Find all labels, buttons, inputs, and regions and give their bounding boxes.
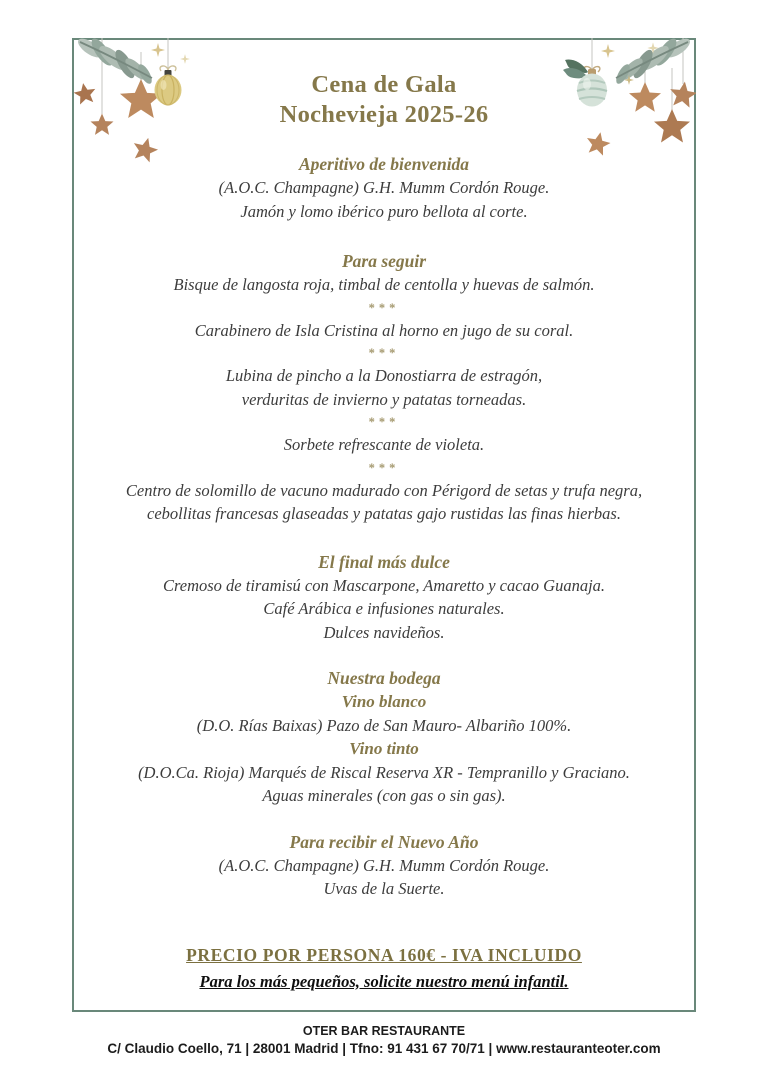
menu-item: cebollitas francesas glaseadas y patatas gajo rustidas las finas hierbas. <box>147 504 621 523</box>
price-note: PRECIO POR PERSONA 160€ - IVA INCLUIDO <box>186 944 582 965</box>
menu-item: (A.O.C. Champagne) G.H. Mumm Cordón Rouge. <box>218 855 550 875</box>
menu-title <box>74 70 694 130</box>
section-heading: Para recibir el Nuevo Año <box>289 831 479 852</box>
section-postres <box>74 550 694 645</box>
section-heading: Para seguir <box>341 251 427 271</box>
menu-item: (D.O. Rías Baixas) Pazo de San Mauro- Albariño 100%. <box>196 715 572 735</box>
section-heading: El final más dulce <box>318 551 450 572</box>
menu-item: Bisque de langosta roja, timbal de centolla y huevas de salmón. <box>173 275 595 294</box>
restaurant-footer <box>0 1022 768 1058</box>
subsection-vino-blanco: Vino blanco <box>341 692 427 711</box>
menu-item: Aguas minerales (con gas o sin gas). <box>262 786 506 805</box>
menu-item: (A.O.C. Champagne) G.H. Mumm Cordón Rouge. <box>218 178 550 197</box>
menu-item: (D.O.Ca. Rioja) Marqués de Riscal Reserva XR - Tempranillo y Graciano. <box>138 762 630 782</box>
menu-item: Dulces navideños. <box>323 622 445 642</box>
restaurant-contact: C/ Claudio Coello, 71 | 28001 Madrid | Tfno: 91 431 67 70/71 | www.restauranteoter.com <box>107 1041 661 1056</box>
section-para-seguir <box>74 249 694 526</box>
menu-item: Lubina de pincho a la Donostiarra de estragón, <box>225 366 543 385</box>
subsection-vino-tinto: Vino tinto <box>349 739 419 758</box>
menu-item: Centro de solomillo de vacuno madurado con Périgord de setas y trufa negra, <box>125 480 643 500</box>
restaurant-name: OTER BAR RESTAURANTE <box>302 1024 466 1038</box>
menu-item: Cremoso de tiramisú con Mascarpone, Amaretto y cacao Guanaja. <box>162 575 606 595</box>
menu-item: Carabinero de Isla Cristina al horno en jugo de su coral. <box>194 320 574 340</box>
separator-asterisks: *** <box>368 346 400 360</box>
section-aperitivo <box>74 152 694 223</box>
separator-asterisks: *** <box>368 300 400 315</box>
separator-asterisks: *** <box>368 460 400 475</box>
title-line-1: Cena de Gala <box>311 71 457 98</box>
separator-asterisks: *** <box>368 415 400 429</box>
kids-menu-note: Para los más pequeños, solicite nuestro menú infantil. <box>199 971 569 991</box>
section-nuevo-ano <box>74 830 694 901</box>
menu-item: verduritas de invierno y patatas torneadas. <box>241 389 527 409</box>
section-heading: Nuestra bodega <box>327 668 441 688</box>
section-bodega <box>74 666 694 808</box>
menu-item: Sorbete refrescante de violeta. <box>283 435 485 454</box>
section-heading: Aperitivo de bienvenida <box>298 154 470 174</box>
menu-item: Jamón y lomo ibérico puro bellota al corte. <box>240 201 528 221</box>
menu-border-frame <box>72 38 696 1012</box>
menu-item: Uvas de la Suerte. <box>323 879 445 898</box>
title-line-2: Nochevieja 2025-26 <box>279 101 489 128</box>
menu-item: Café Arábica e infusiones naturales. <box>263 599 505 618</box>
menu-content <box>74 40 694 994</box>
